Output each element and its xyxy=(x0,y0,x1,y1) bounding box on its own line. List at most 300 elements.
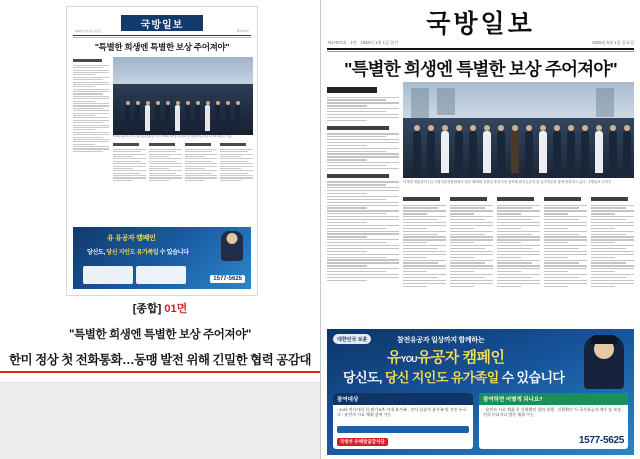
text-line xyxy=(149,166,182,167)
text-line xyxy=(73,117,109,118)
newspaper-thumbnail[interactable] xyxy=(66,6,258,296)
text-line xyxy=(450,245,493,246)
photo-figure xyxy=(595,131,603,173)
text-line xyxy=(544,248,579,249)
caption-area xyxy=(0,300,320,372)
text-line xyxy=(403,251,446,252)
text-line xyxy=(113,163,146,164)
text-line xyxy=(403,219,438,220)
text-line xyxy=(591,277,626,278)
main-content-block xyxy=(403,82,634,325)
text-line xyxy=(327,199,386,200)
text-line xyxy=(450,271,474,272)
text-line xyxy=(450,225,493,226)
photo-figure xyxy=(165,105,170,131)
thumbnail-date-right: 제17073호 xyxy=(236,30,249,33)
text-line xyxy=(403,236,446,237)
text-line xyxy=(544,216,587,217)
text-line xyxy=(185,180,205,181)
text-line xyxy=(149,170,182,171)
thumbnail-ad-panels xyxy=(83,266,186,284)
text-line xyxy=(327,120,367,121)
text-line xyxy=(450,265,493,266)
ad-big-title-ko: 유 xyxy=(387,349,401,366)
text-line xyxy=(403,216,446,217)
text-line xyxy=(591,210,634,211)
text-line xyxy=(327,87,377,93)
masthead-rule xyxy=(327,48,634,50)
photo-figure xyxy=(413,131,421,173)
text-line xyxy=(327,174,389,178)
text-line xyxy=(220,175,253,176)
photo-figure xyxy=(175,105,180,131)
text-line xyxy=(497,205,540,206)
text-line xyxy=(450,213,474,214)
text-line xyxy=(327,151,386,152)
ad-panel-left-lines: · 6·25 전사자의 친·외가 8촌 이내 유가족 · 전사·실종자 유가족 및 지인 누구나 · 유전자 시료 채취 참여 가능 xyxy=(337,406,467,417)
text-line xyxy=(327,225,399,226)
photo-building xyxy=(411,88,429,121)
text-line xyxy=(220,180,240,181)
text-line xyxy=(591,228,615,229)
text-line xyxy=(149,151,177,152)
text-line xyxy=(450,222,493,223)
text-line xyxy=(403,262,438,263)
text-line xyxy=(403,280,446,281)
text-line xyxy=(591,231,634,232)
text-line xyxy=(591,248,626,249)
text-line xyxy=(149,154,182,155)
text-line xyxy=(73,59,102,62)
text-line xyxy=(403,265,446,266)
text-line xyxy=(73,127,109,128)
text-line xyxy=(591,234,626,235)
photo-crowd xyxy=(113,84,253,135)
text-line xyxy=(591,239,634,240)
ad-big-title-en: YOU xyxy=(401,355,417,364)
text-line xyxy=(149,156,169,157)
photo-figure xyxy=(215,105,220,131)
photo-figure xyxy=(455,131,463,173)
text-line xyxy=(327,202,399,203)
text-line xyxy=(403,213,427,214)
text-line xyxy=(544,268,587,269)
text-line xyxy=(113,173,141,174)
text-line xyxy=(185,166,218,167)
text-line xyxy=(73,89,109,90)
ad-slogan2-highlight: 당신 지인도 유가족일 xyxy=(384,370,499,385)
text-line xyxy=(185,149,218,150)
text-line xyxy=(327,207,367,208)
text-line xyxy=(497,257,521,258)
text-line xyxy=(544,228,568,229)
text-line xyxy=(497,271,521,272)
right-pane[interactable] xyxy=(320,0,640,459)
text-line xyxy=(544,262,579,263)
text-line xyxy=(149,173,177,174)
masthead-meta xyxy=(327,40,634,46)
text-line xyxy=(544,231,587,232)
text-line xyxy=(544,234,579,235)
thumbnail-photo xyxy=(113,57,253,135)
text-line xyxy=(544,274,587,275)
text-line xyxy=(327,228,386,229)
text-line xyxy=(327,139,399,140)
text-line xyxy=(327,233,399,234)
text-line xyxy=(113,180,133,181)
text-line xyxy=(497,274,540,275)
text-line xyxy=(450,257,474,258)
thumbnail-rule xyxy=(73,35,251,36)
text-line xyxy=(403,231,446,232)
text-line xyxy=(327,257,386,258)
text-line xyxy=(220,143,246,146)
text-line xyxy=(403,207,438,208)
text-line xyxy=(327,99,386,100)
text-line xyxy=(327,213,386,214)
text-line xyxy=(591,207,626,208)
text-line xyxy=(73,82,109,83)
text-line xyxy=(403,225,446,226)
text-line xyxy=(220,158,253,159)
text-line xyxy=(497,234,532,235)
thumbnail-column xyxy=(113,141,146,201)
text-line xyxy=(450,248,485,249)
photo-figure xyxy=(623,131,631,173)
text-line xyxy=(149,143,175,146)
text-line xyxy=(73,101,95,102)
thumbnail-dateline xyxy=(75,29,249,33)
text-line xyxy=(185,175,218,176)
text-line xyxy=(450,236,493,237)
photo-figure xyxy=(155,105,160,131)
text-line xyxy=(591,213,615,214)
article-column xyxy=(403,194,446,325)
text-line xyxy=(497,225,540,226)
thumbnail-column xyxy=(185,141,218,201)
article-column xyxy=(591,194,634,325)
thumbnail-masthead: 국방일보 xyxy=(121,15,203,31)
text-line xyxy=(544,277,579,278)
text-line xyxy=(73,144,95,145)
text-line xyxy=(591,265,634,266)
text-line xyxy=(149,180,169,181)
text-line xyxy=(327,231,399,232)
text-line xyxy=(73,151,103,152)
text-line xyxy=(450,234,485,235)
text-line xyxy=(327,136,386,137)
photo-figure xyxy=(609,131,617,173)
text-line xyxy=(73,141,109,142)
text-line xyxy=(497,251,540,252)
text-line xyxy=(497,254,540,255)
photo-figure xyxy=(205,105,210,131)
text-line xyxy=(450,239,493,240)
article-column xyxy=(497,194,540,325)
text-line xyxy=(497,277,532,278)
text-line xyxy=(327,126,389,130)
text-line xyxy=(327,142,399,143)
text-line xyxy=(497,242,521,243)
text-line xyxy=(73,125,109,126)
text-line xyxy=(497,245,540,246)
text-line xyxy=(73,93,103,94)
photo-figure xyxy=(483,131,491,173)
text-line xyxy=(327,268,399,269)
text-line xyxy=(591,225,634,226)
text-line xyxy=(327,153,399,154)
text-line xyxy=(73,146,109,147)
text-line xyxy=(450,280,493,281)
text-line xyxy=(327,187,399,188)
text-line xyxy=(73,74,95,75)
text-line xyxy=(591,271,615,272)
text-line xyxy=(497,283,540,284)
text-line xyxy=(591,236,634,237)
text-line xyxy=(73,108,103,109)
text-line xyxy=(591,260,634,261)
text-line xyxy=(220,163,253,164)
text-line xyxy=(113,177,146,178)
text-line xyxy=(497,219,532,220)
text-line xyxy=(544,207,579,208)
text-line xyxy=(327,190,399,191)
text-line xyxy=(73,65,109,66)
text-line xyxy=(450,197,487,201)
main-photo[interactable] xyxy=(403,82,634,178)
text-line xyxy=(327,156,399,157)
text-line xyxy=(327,117,399,118)
text-line xyxy=(450,277,485,278)
text-line xyxy=(591,286,615,287)
text-line xyxy=(185,168,205,169)
text-line xyxy=(450,260,493,261)
text-line xyxy=(327,108,399,109)
text-line xyxy=(73,120,109,121)
text-line xyxy=(497,236,540,237)
text-line xyxy=(73,129,95,130)
text-line xyxy=(403,242,427,243)
text-line xyxy=(591,274,634,275)
text-line xyxy=(327,196,399,197)
text-line xyxy=(403,283,446,284)
photo-figure xyxy=(581,131,589,173)
thumbnail-mid-columns xyxy=(113,141,253,201)
masthead-rule-thin xyxy=(327,51,634,52)
ad-slogan: 참전유공자 일상까지 함께하는 xyxy=(397,337,485,344)
text-line xyxy=(403,260,446,261)
text-line xyxy=(327,216,399,217)
text-line xyxy=(220,149,253,150)
text-line xyxy=(403,205,446,206)
text-line xyxy=(497,216,540,217)
text-line xyxy=(544,210,587,211)
text-line xyxy=(327,162,399,163)
newspaper-fullpage xyxy=(325,2,636,457)
text-line xyxy=(327,111,386,112)
page-body xyxy=(327,82,634,325)
text-line xyxy=(73,86,95,87)
text-line xyxy=(497,265,540,266)
text-line xyxy=(185,143,211,146)
ad-panel-left-bar xyxy=(337,426,469,433)
text-line xyxy=(544,242,568,243)
text-line xyxy=(497,213,521,214)
text-line xyxy=(327,245,399,246)
thumbnail-column xyxy=(220,141,253,201)
text-line xyxy=(544,280,587,281)
ad-slogan2-post: 수 있습니다 xyxy=(498,370,565,385)
text-line xyxy=(450,251,493,252)
text-line xyxy=(497,197,534,201)
text-line xyxy=(544,286,568,287)
text-line xyxy=(113,158,146,159)
photo-figure xyxy=(185,105,190,131)
text-line xyxy=(544,254,587,255)
text-line xyxy=(591,268,634,269)
text-line xyxy=(113,168,133,169)
text-line xyxy=(591,216,634,217)
text-line xyxy=(327,148,399,149)
text-line xyxy=(73,110,109,111)
text-line xyxy=(220,177,253,178)
text-line xyxy=(403,210,446,211)
article-column xyxy=(450,194,493,325)
text-line xyxy=(497,222,540,223)
text-line xyxy=(220,168,240,169)
text-line xyxy=(403,234,438,235)
text-line xyxy=(73,115,95,116)
text-line xyxy=(591,242,615,243)
photo-figure xyxy=(553,131,561,173)
text-line xyxy=(73,77,109,78)
text-line xyxy=(73,98,109,99)
text-line xyxy=(403,245,446,246)
text-line xyxy=(220,173,248,174)
photo-figure xyxy=(135,105,140,131)
thumbnail-ad-person-illustration xyxy=(221,231,243,261)
ad-big-title xyxy=(387,346,504,367)
text-line xyxy=(591,254,634,255)
text-line xyxy=(220,166,253,167)
text-line xyxy=(149,158,182,159)
masthead-meta-left: 제17073호 · 1면 · 1963년 1월 1일 창간 xyxy=(327,40,399,45)
ad-slogan2-pre: 당신도, xyxy=(343,370,385,385)
text-line xyxy=(73,70,109,71)
text-line xyxy=(327,236,367,237)
text-line xyxy=(497,231,540,232)
text-line xyxy=(403,254,446,255)
text-line xyxy=(544,225,587,226)
text-line xyxy=(450,268,493,269)
text-line xyxy=(544,257,568,258)
text-line xyxy=(113,175,146,176)
ad-badge: 대한민국 보훈 xyxy=(333,334,371,344)
text-line xyxy=(73,91,109,92)
text-line xyxy=(327,248,399,249)
text-line xyxy=(544,245,587,246)
photo-figure xyxy=(525,131,533,173)
thumbnail-date-left: 2025년 6월 1일 일요일 xyxy=(75,30,101,33)
text-line xyxy=(497,239,540,240)
thumbnail-ad-sub-highlight: 당신 지인도 유가족일 xyxy=(106,250,159,256)
text-line xyxy=(327,102,399,103)
article-subtitle-wrap xyxy=(7,350,313,372)
thumbnail-ad-panel xyxy=(83,266,133,284)
text-line xyxy=(544,283,587,284)
ad-panel-eligibility xyxy=(333,393,473,449)
text-line xyxy=(403,257,427,258)
text-line xyxy=(544,265,587,266)
text-line xyxy=(73,96,109,97)
text-line xyxy=(403,197,440,201)
text-line xyxy=(113,151,141,152)
text-line xyxy=(327,193,367,194)
text-line xyxy=(327,251,367,252)
article-section-label: [종합] xyxy=(132,303,162,315)
photo-figure xyxy=(125,105,130,131)
article-section-line xyxy=(0,300,320,316)
text-line xyxy=(497,286,521,287)
text-line xyxy=(403,274,446,275)
thumbnail-ad-sub-post: 수 있습니다 xyxy=(158,250,189,256)
text-line xyxy=(327,184,386,185)
article-title: "특별한 희생엔 특별한 보상 주어져야" xyxy=(69,329,251,341)
ad-slogan-secondary xyxy=(343,367,564,386)
text-line xyxy=(544,239,587,240)
text-line xyxy=(591,262,626,263)
text-line xyxy=(327,97,399,98)
text-line xyxy=(327,277,399,278)
text-line xyxy=(497,228,521,229)
text-line xyxy=(450,254,493,255)
text-line xyxy=(327,114,399,115)
text-line xyxy=(149,149,182,150)
text-line xyxy=(591,222,634,223)
text-line xyxy=(327,259,399,260)
photo-building xyxy=(437,88,455,115)
text-line xyxy=(73,132,109,133)
text-line xyxy=(327,271,386,272)
text-line xyxy=(113,143,139,146)
text-line xyxy=(327,168,399,169)
text-line xyxy=(544,251,587,252)
text-line xyxy=(544,213,568,214)
text-line xyxy=(113,166,146,167)
text-line xyxy=(220,170,253,171)
article-column xyxy=(544,194,587,325)
text-line xyxy=(185,156,205,157)
text-line xyxy=(185,170,218,171)
text-line xyxy=(450,205,493,206)
text-line xyxy=(450,219,485,220)
text-line xyxy=(185,177,218,178)
article-columns xyxy=(403,194,634,325)
thumbnail-advertisement xyxy=(73,227,251,289)
photo-figure xyxy=(427,131,435,173)
thumbnail-rule-thin xyxy=(73,37,251,38)
text-line xyxy=(327,239,399,240)
ad-big-title-rest: 유공자 캠페인 xyxy=(416,349,505,366)
text-line xyxy=(450,231,493,232)
photo-building xyxy=(596,88,614,117)
text-line xyxy=(450,242,474,243)
text-line xyxy=(327,280,367,281)
text-line xyxy=(591,280,634,281)
full-page-advertisement[interactable] xyxy=(327,329,634,455)
thumbnail-ad-title: 유 유공자 캠페인 xyxy=(107,235,156,242)
text-line xyxy=(73,137,103,138)
